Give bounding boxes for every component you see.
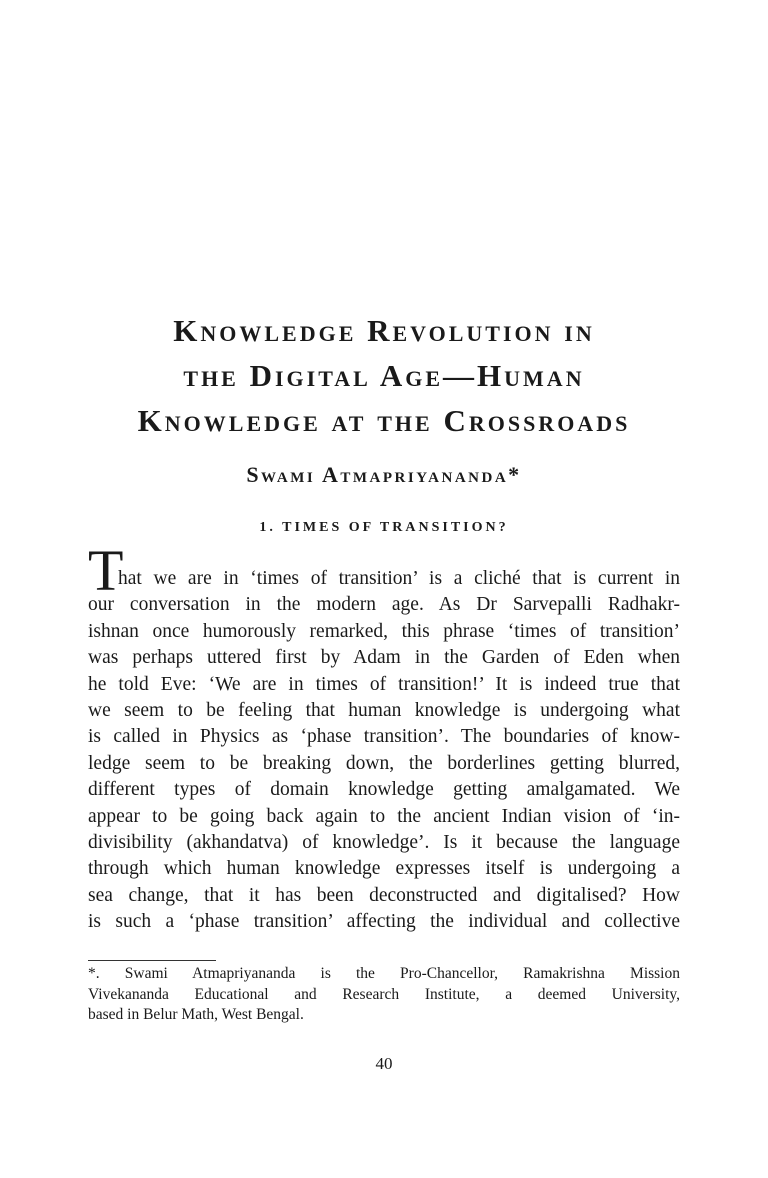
body-line: appear to be going back again to the ancient Indian vision of ‘in- — [88, 805, 680, 827]
body-line: is called in Physics as ‘phase transition’. The boundaries of know- — [88, 726, 680, 748]
footnote-line: Vivekananda Educational and Research Institute, a deemed University, — [88, 985, 680, 1003]
footnote-line: *. Swami Atmapriyananda is the Pro-Chancellor, Ramakrishna Mission — [88, 965, 680, 982]
body-line: divisibility (akhandatva) of knowledge’. Is it because the language — [88, 831, 680, 853]
title-line: Knowledge Revolution in — [173, 313, 595, 348]
body-paragraph — [88, 566, 680, 935]
title-line: Knowledge at the Crossroads — [137, 403, 631, 438]
footnote-divider — [88, 960, 216, 961]
body-line: hat we are in ‘times of transition’ is a cliché that is current in — [118, 568, 680, 589]
title-line: the Digital Age—Human — [183, 358, 585, 393]
footnote-line: based in Belur Math, West Bengal. — [88, 1006, 304, 1023]
body-line: he told Eve: ‘We are in times of transition!’ It is indeed true that — [88, 673, 680, 695]
body-line: is such a ‘phase transition’ affecting the individual and collective — [88, 911, 680, 933]
body-line: was perhaps uttered first by Adam in the Garden of Eden when — [88, 647, 680, 669]
chapter-title — [60, 308, 708, 443]
body-line: our conversation in the modern age. As Dr Sarvepalli Radhakr- — [88, 594, 680, 616]
drop-cap: T — [88, 538, 124, 603]
body-line: through which human knowledge expresses itself is undergoing a — [88, 858, 680, 880]
body-line: we seem to be feeling that human knowledge is undergoing what — [88, 699, 680, 721]
author-name: Swami Atmapriyananda* — [246, 462, 522, 487]
body-line: ledge seem to be breaking down, the borderlines getting blurred, — [88, 752, 680, 774]
body-line: different types of domain knowledge getting amalgamated. We — [88, 779, 680, 801]
page-number: 40 — [375, 1054, 393, 1073]
body-line: sea change, that it has been deconstructed and digitalised? How — [88, 884, 680, 906]
section-heading: 1. TIMES OF TRANSITION? — [259, 520, 509, 535]
footnote — [88, 964, 680, 1026]
body-line: ishnan once humorously remarked, this phrase ‘times of transition’ — [88, 620, 680, 642]
